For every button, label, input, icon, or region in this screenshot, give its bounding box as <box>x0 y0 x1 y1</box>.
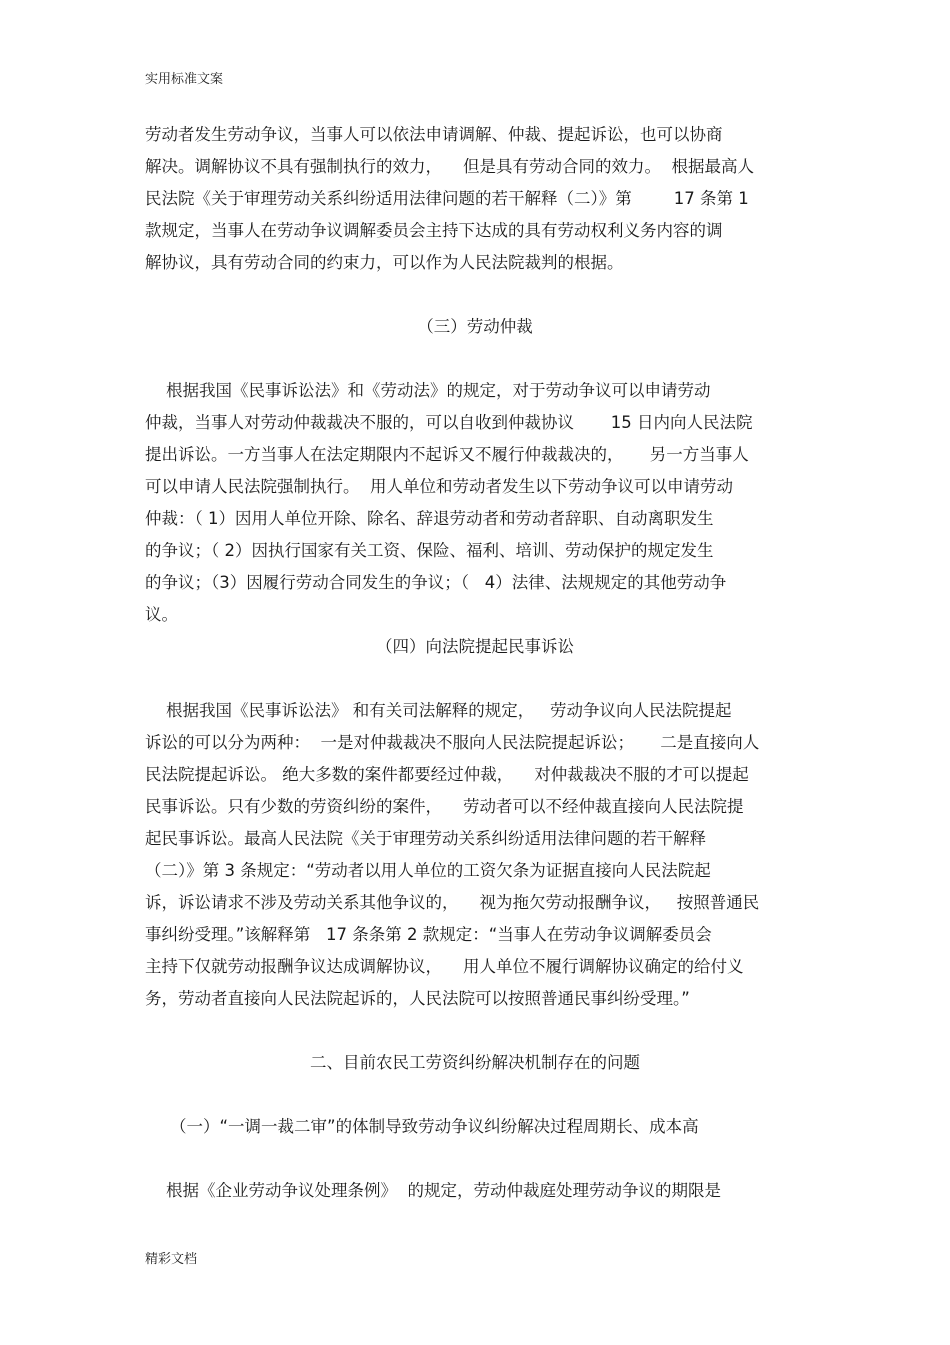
page-footer: 精彩文档 <box>145 1252 198 1267</box>
paragraph-line: 劳动者发生劳动争议，当事人可以依法申请调解、仲裁、提起诉讼，也可以协商 <box>145 125 723 144</box>
paragraph-line: 仲裁，当事人对劳动仲裁裁决不服的，可以自收到仲裁协议 15 日内向人民法院 <box>145 413 753 432</box>
paragraph-line: 民法院《关于审理劳动关系纠纷适用法律问题的若干解释（二）》第 17 条第 1 <box>145 189 749 208</box>
paragraph-line: 提出诉讼。一方当事人在法定期限内不起诉又不履行仲裁裁决的， 另一方当事人 <box>145 445 749 464</box>
paragraph-line: 根据我国《民事诉讼法》和《劳动法》的规定，对于劳动争议可以申请劳动 <box>145 381 711 400</box>
paragraph-line: 务，劳动者直接向人民法院起诉的，人民法院可以按照普通民事纠纷受理。” <box>145 989 690 1008</box>
paragraph-line: 起民事诉讼。最高人民法院《关于审理劳动关系纠纷适用法律问题的若干解释 <box>145 829 706 848</box>
subheading-long-cycle: （一）“一调一裁二审”的体制导致劳动争议纠纷解决过程周期长、成本高 <box>170 1117 699 1136</box>
paragraph-line: 仲裁：（ 1）因用人单位开除、除名、辞退劳动者和劳动者辞职、自动离职发生 <box>145 509 714 528</box>
paragraph-line: （二）》第 3 条规定：“劳动者以用人单位的工资欠条为证据直接向人民法院起 <box>145 861 711 880</box>
paragraph-line: 民法院提起诉讼。 绝大多数的案件都要经过仲裁， 对仲裁裁决不服的才可以提起 <box>145 765 749 784</box>
paragraph-line: 根据我国《民事诉讼法》 和有关司法解释的规定， 劳动争议向人民法院提起 <box>145 701 732 720</box>
paragraph-line: 诉，诉讼请求不涉及劳动关系其他争议的， 视为拖欠劳动报酬争议， 按照普通民 <box>145 893 760 912</box>
paragraph-line: 事纠纷受理。”该解释第 17 条条第 2 款规定：“当事人在劳动争议调解委员会 <box>145 925 712 944</box>
paragraph-line: 的争议；（ 2）因执行国家有关工资、保险、福利、培训、劳动保护的规定发生 <box>145 541 714 560</box>
paragraph-line: 的争议；（3）因履行劳动合同发生的争议；（ 4）法律、法规规定的其他劳动争 <box>145 573 727 592</box>
paragraph-line: 民事诉讼。只有少数的劳资纠纷的案件， 劳动者可以不经仲裁直接向人民法院提 <box>145 797 744 816</box>
paragraph-line: 解决。调解协议不具有强制执行的效力， 但是具有劳动合同的效力。 根据最高人 <box>145 157 754 176</box>
paragraph-regulation-line: 根据《企业劳动争议处理条例》 的规定，劳动仲裁庭处理劳动争议的期限是 <box>145 1181 721 1200</box>
paragraph-line: 可以申请人民法院强制执行。 用人单位和劳动者发生以下劳动争议可以申请劳动 <box>145 477 733 496</box>
paragraph-line: 款规定，当事人在劳动争议调解委员会主持下达成的具有劳动权利义务内容的调 <box>145 221 723 240</box>
paragraph-line: 主持下仅就劳动报酬争议达成调解协议， 用人单位不履行调解协议确定的给付义 <box>145 957 744 976</box>
paragraph-line: 解协议，具有劳动合同的约束力，可以作为人民法院裁判的根据。 <box>145 253 624 272</box>
paragraph-line: 诉讼的可以分为两种： 一是对仲裁裁决不服向人民法院提起诉讼； 二是直接向人 <box>145 733 760 752</box>
section-heading-labor-arbitration: （三）劳动仲裁 <box>417 317 533 336</box>
section-heading-problems: 二、目前农民工劳资纠纷解决机制存在的问题 <box>310 1053 640 1072</box>
page-header: 实用标准文案 <box>145 72 224 87</box>
section-heading-civil-litigation: （四）向法院提起民事诉讼 <box>376 637 574 656</box>
paragraph-line: 议。 <box>145 605 178 624</box>
